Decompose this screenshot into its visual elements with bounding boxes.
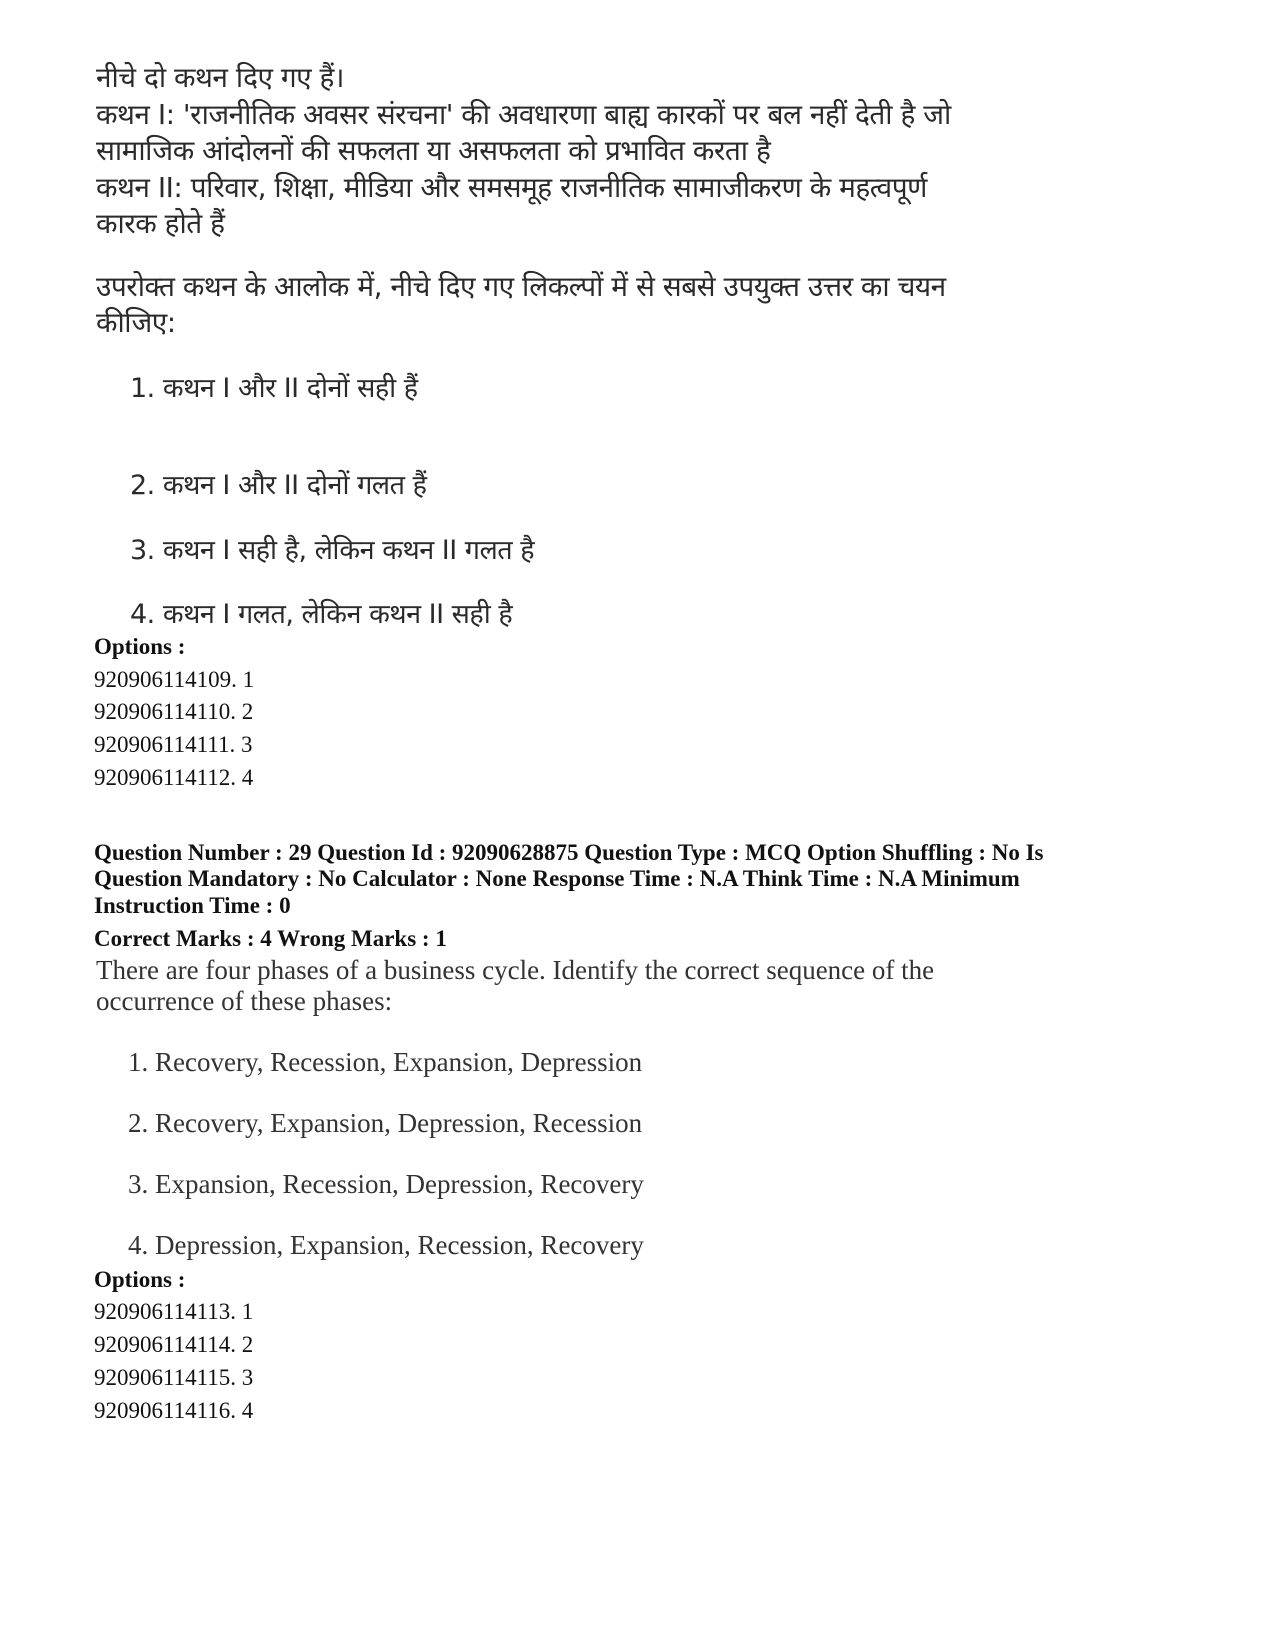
q28-instruction-line2: कीजिए: bbox=[96, 306, 176, 339]
q28-choice-1: 1. कथन I और II दोनों सही हैं bbox=[130, 373, 418, 404]
q28-instruction-line1: उपरोक्त कथन के आलोक में, नीचे दिए गए लिकल्पों में से सबसे उपयुक्त उत्तर का चयन bbox=[96, 270, 946, 303]
q28-statement2-line1: कथन II: परिवार, शिक्षा, मीडिया और समसमूह राजनीतिक सामाजीकरण के महत्वपूर्ण bbox=[96, 171, 927, 204]
q28-option-2: 920906114110. 2 bbox=[94, 699, 254, 724]
q28-option-1: 920906114109. 1 bbox=[94, 667, 255, 692]
q29-option-1: 920906114113. 1 bbox=[94, 1299, 254, 1324]
q29-marks: Correct Marks : 4 Wrong Marks : 1 bbox=[94, 926, 447, 951]
q28-intro: नीचे दो कथन दिए गए हैं। bbox=[96, 61, 344, 94]
q28-choice-4: 4. कथन I गलत, लेकिन कथन II सही है bbox=[130, 599, 513, 630]
q29-choice-2: 2. Recovery, Expansion, Depression, Recession bbox=[128, 1108, 643, 1138]
q28-option-4: 920906114112. 4 bbox=[94, 765, 254, 790]
q29-option-3: 920906114115. 3 bbox=[94, 1365, 254, 1390]
q29-choice-3: 3. Expansion, Recession, Depression, Recovery bbox=[128, 1169, 644, 1199]
q29-choice-4: 4. Depression, Expansion, Recession, Recovery bbox=[128, 1230, 644, 1260]
q29-meta-line1: Question Number : 29 Question Id : 92090628875 Question Type : MCQ Option Shuffling : No Is bbox=[94, 840, 1044, 865]
q29-meta-line2: Question Mandatory : No Calculator : None Response Time : N.A Think Time : N.A Minimum bbox=[94, 866, 1020, 891]
q28-options-label: Options : bbox=[94, 634, 186, 659]
q29-option-4: 920906114116. 4 bbox=[94, 1398, 254, 1423]
q29-option-2: 920906114114. 2 bbox=[94, 1332, 254, 1357]
q29-choice-1: 1. Recovery, Recession, Expansion, Depression bbox=[128, 1047, 643, 1077]
q29-options-label: Options : bbox=[94, 1267, 186, 1292]
q29-question-line2: occurrence of these phases: bbox=[96, 986, 393, 1016]
q29-meta-line3: Instruction Time : 0 bbox=[94, 893, 291, 918]
q28-choice-3: 3. कथन I सही है, लेकिन कथन II गलत है bbox=[130, 535, 535, 566]
q28-option-3: 920906114111. 3 bbox=[94, 732, 253, 757]
q28-choice-2: 2. कथन I और II दोनों गलत हैं bbox=[130, 470, 427, 501]
q29-question-line1: There are four phases of a business cycle. Identify the correct sequence of the bbox=[96, 955, 935, 985]
q28-statement1-line2: सामाजिक आंदोलनों की सफलता या असफलता को प्रभावित करता है bbox=[96, 134, 771, 167]
q28-statement2-line2: कारक होते हैं bbox=[96, 207, 225, 240]
q28-statement1-line1: कथन I: 'राजनीतिक अवसर संरचना' की अवधारणा बाह्य कारकों पर बल नहीं देती है जो bbox=[96, 98, 951, 131]
